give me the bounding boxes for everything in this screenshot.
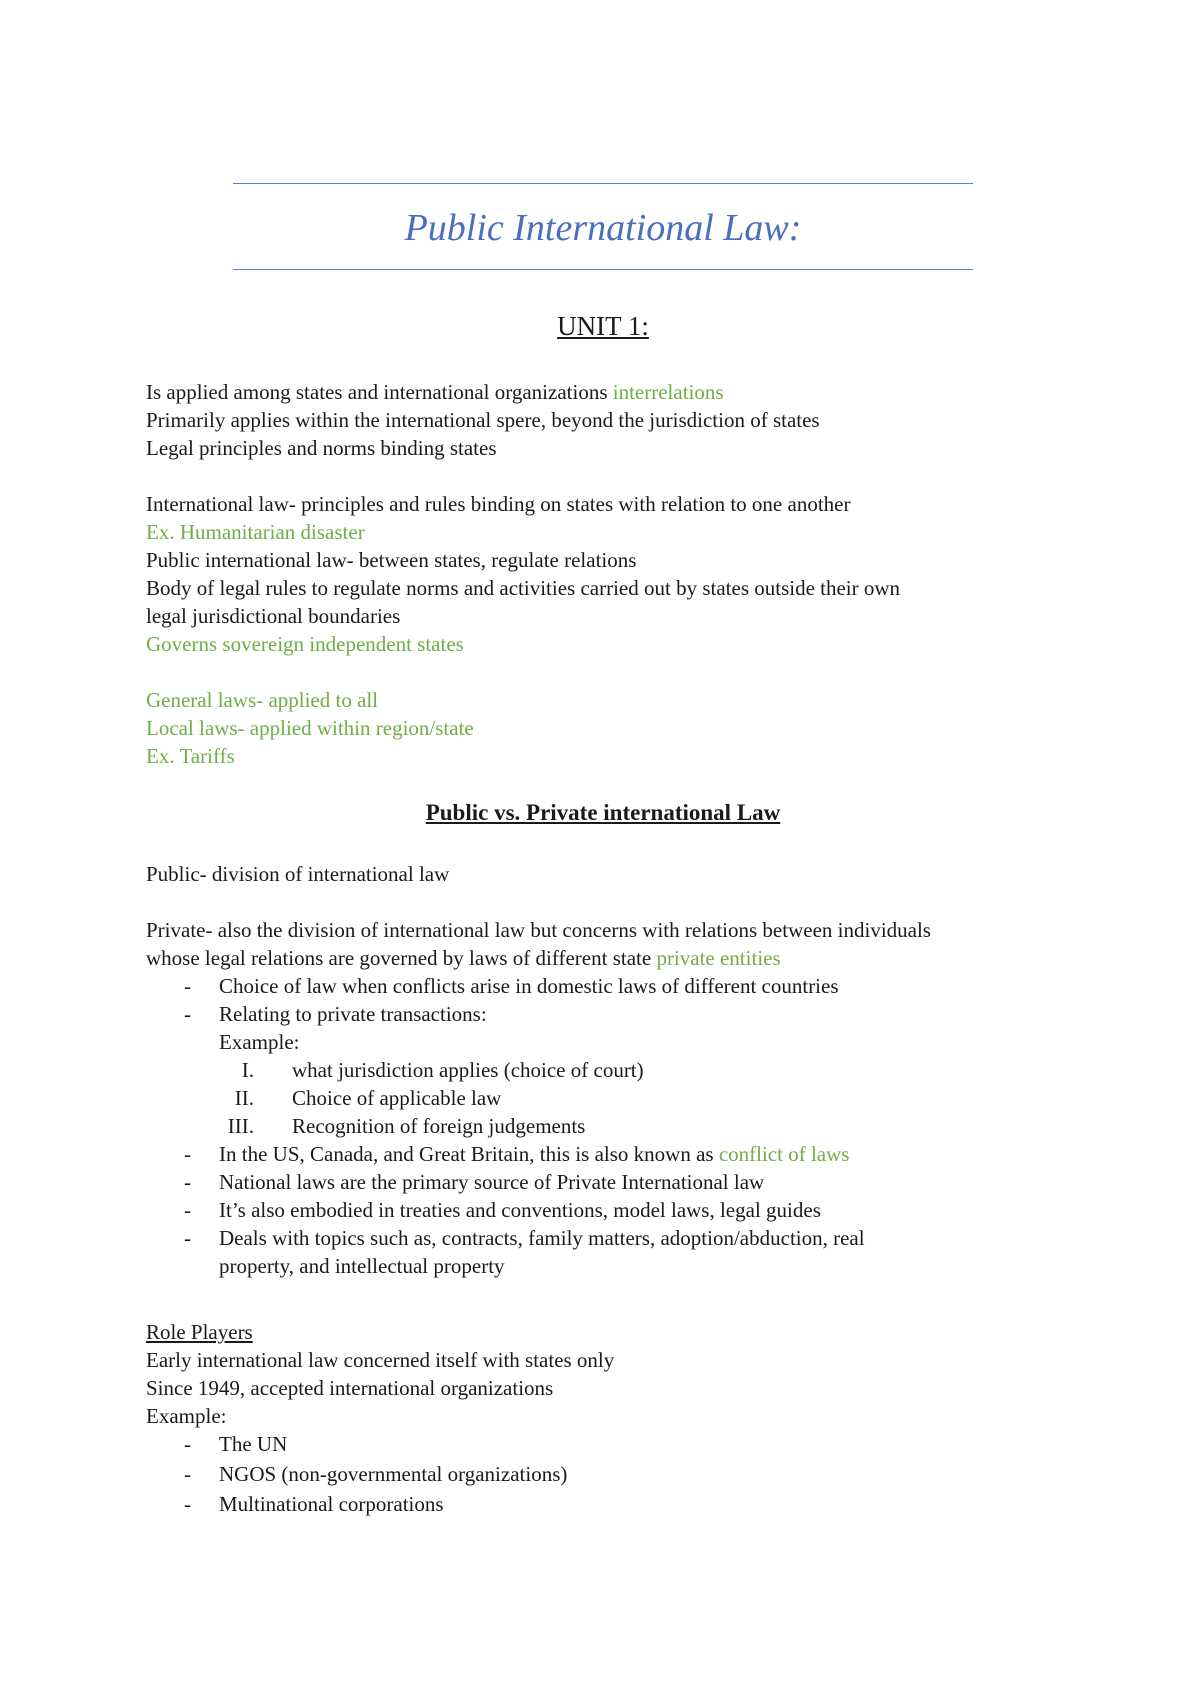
bullet-national-laws: National laws are the primary source of Private International law <box>219 1170 765 1194</box>
intro-line-3: Legal principles and norms binding states <box>146 436 497 460</box>
laws-line-3: Ex. Tariffs <box>146 744 235 768</box>
bullet-marker: - <box>184 1492 191 1516</box>
public-definition: Public- division of international law <box>146 862 450 886</box>
bullet-marker: - <box>184 1142 191 1166</box>
bullet-treaties: It’s also embodied in treaties and conventions, model laws, legal guides <box>219 1198 821 1222</box>
bullet-marker: - <box>184 1170 191 1194</box>
private-definition-line-2-text: whose legal relations are governed by laws of different state <box>146 946 657 970</box>
document-title: Public International Law: <box>404 207 802 249</box>
intro-line-1-note: interrelations <box>612 380 724 404</box>
private-definition-line-2 <box>146 944 781 972</box>
unit-heading: UNIT 1: <box>557 311 649 341</box>
intro-line-1 <box>146 378 724 406</box>
roman-list-item: Choice of applicable law <box>292 1086 502 1110</box>
definition-line-6: Governs sovereign independent states <box>146 632 464 656</box>
intro-line-2: Primarily applies within the international spere, beyond the jurisdiction of states <box>146 408 820 432</box>
definition-line-2: Ex. Humanitarian disaster <box>146 520 365 544</box>
bullet-private-transactions: Relating to private transactions: <box>219 1002 487 1026</box>
private-definition-line-1: Private- also the division of international law but concerns with relations between individuals <box>146 918 931 942</box>
bullet-marker: - <box>184 1002 191 1026</box>
intro-line-1-text: Is applied among states and international organizations <box>146 380 613 404</box>
role-player-item: Multinational corporations <box>219 1492 444 1516</box>
definition-line-5: legal jurisdictional boundaries <box>146 604 401 628</box>
bullet-topics-line-2: property, and intellectual property <box>219 1254 505 1278</box>
bullet-conflict-of-laws <box>219 1140 849 1168</box>
laws-line-1: General laws- applied to all <box>146 688 379 712</box>
role-players-heading: Role Players <box>146 1320 253 1344</box>
bullet-example-label: Example: <box>219 1030 300 1054</box>
bullet-choice-of-law: Choice of law when conflicts arise in domestic laws of different countries <box>219 974 839 998</box>
bullet-marker: - <box>184 1462 191 1486</box>
bullet-marker: - <box>184 974 191 998</box>
bullet-conflict-of-laws-note: conflict of laws <box>718 1142 850 1166</box>
laws-line-2: Local laws- applied within region/state <box>146 716 474 740</box>
bullet-topics-line-1: Deals with topics such as, contracts, family matters, adoption/abduction, real <box>219 1226 865 1250</box>
bullet-marker: - <box>184 1226 191 1250</box>
section-heading: Public vs. Private international Law <box>425 800 781 825</box>
role-players-line-2: Since 1949, accepted international organizations <box>146 1376 554 1400</box>
roman-numeral: I. <box>241 1058 254 1082</box>
title-top-rule <box>233 183 973 184</box>
roman-list-item: what jurisdiction applies (choice of court) <box>292 1058 644 1082</box>
roman-numeral: III. <box>227 1114 254 1138</box>
title-bottom-rule <box>233 269 973 270</box>
role-players-example-label: Example: <box>146 1404 227 1428</box>
definition-line-1: International law- principles and rules binding on states with relation to one another <box>146 492 851 516</box>
private-definition-note: private entities <box>656 946 781 970</box>
roman-numeral: II. <box>234 1086 254 1110</box>
role-player-item: NGOS (non-governmental organizations) <box>219 1462 568 1486</box>
definition-line-4: Body of legal rules to regulate norms and activities carried out by states outside their own <box>146 576 901 600</box>
definition-line-3: Public international law- between states, regulate relations <box>146 548 637 572</box>
role-player-item: The UN <box>219 1432 288 1456</box>
bullet-marker: - <box>184 1198 191 1222</box>
bullet-conflict-of-laws-text: In the US, Canada, and Great Britain, this is also known as <box>219 1142 719 1166</box>
bullet-marker: - <box>184 1432 191 1456</box>
role-players-line-1: Early international law concerned itself with states only <box>146 1348 615 1372</box>
roman-list-item: Recognition of foreign judgements <box>292 1114 586 1138</box>
